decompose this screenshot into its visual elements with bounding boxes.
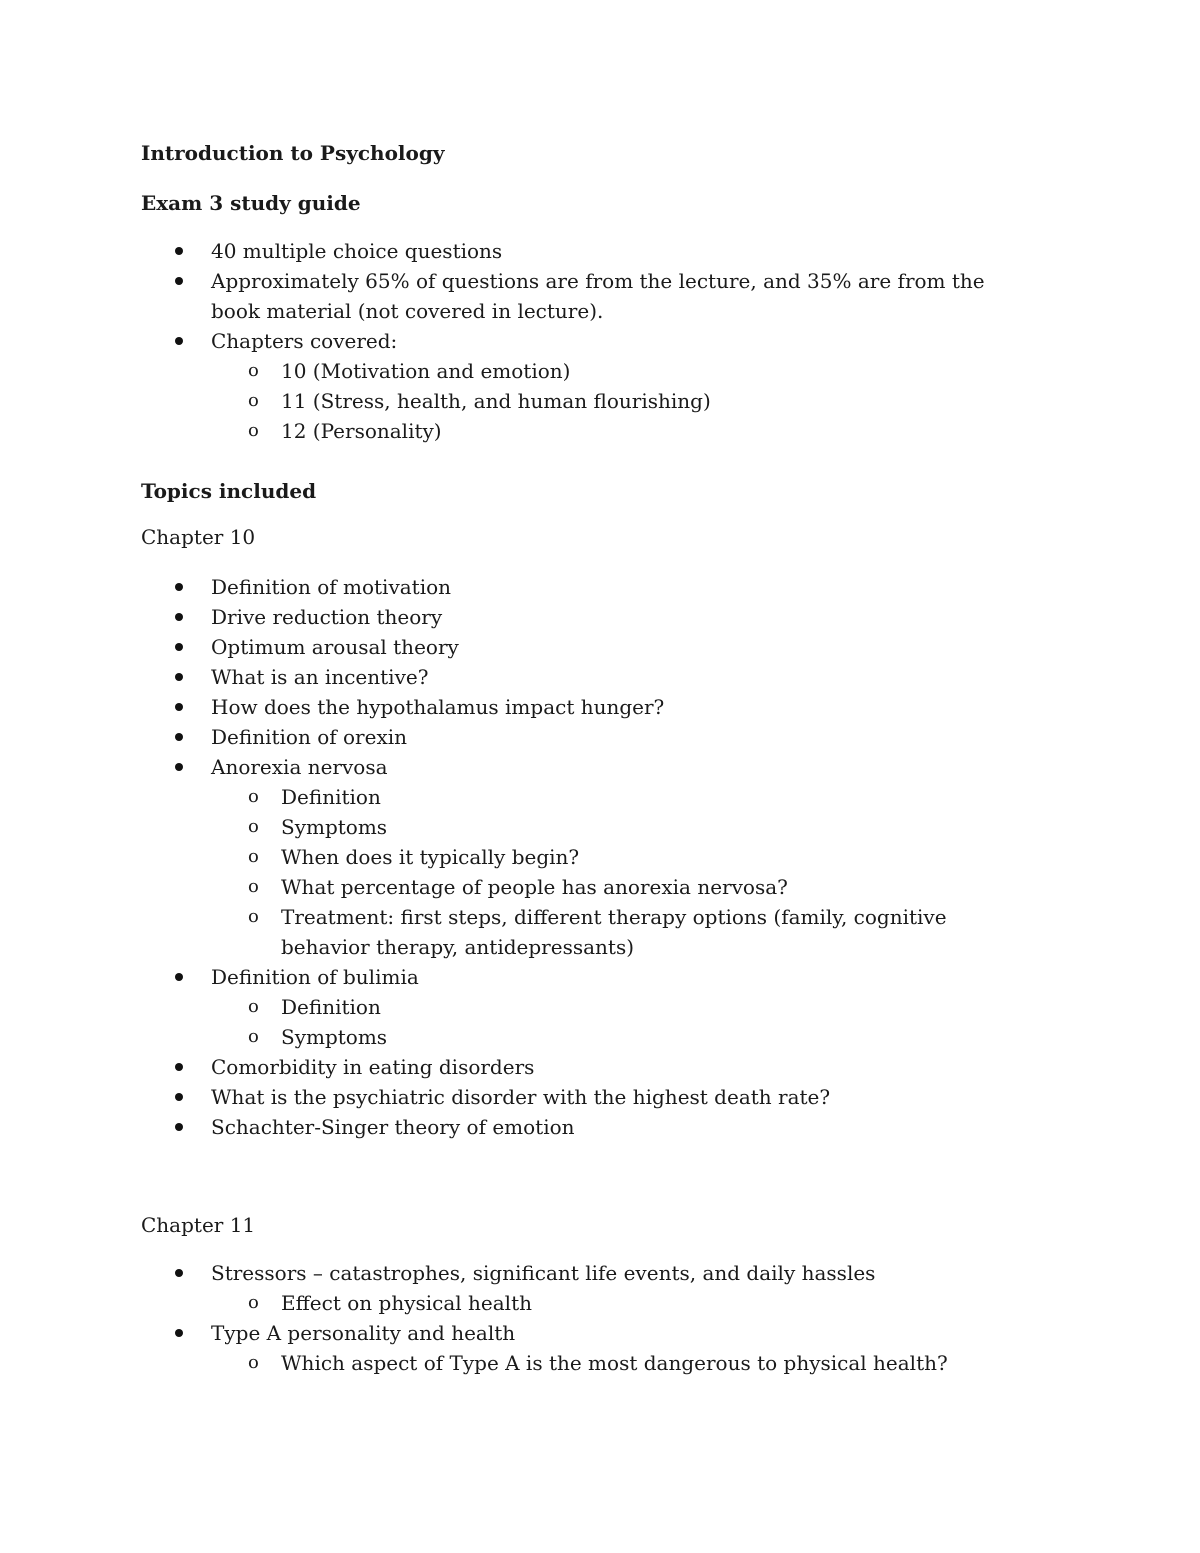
- sub-list-item: o Symptoms: [141, 812, 1021, 842]
- sub-list-item: o 10 (Motivation and emotion): [141, 356, 1021, 386]
- list-item: How does the hypothalamus impact hunger?: [141, 692, 1021, 722]
- list-item: Comorbidity in eating disorders: [141, 1052, 1021, 1082]
- list-item: Definition of orexin: [141, 722, 1021, 752]
- topics-heading: Topics included: [141, 479, 317, 503]
- list-item: Definition of motivation: [141, 572, 1021, 602]
- sub-list-item: o Definition: [141, 782, 1021, 812]
- chapter-11-list: [141, 1258, 1021, 1378]
- list-item: What is an incentive?: [141, 662, 1021, 692]
- chapter-10-list: [141, 572, 1021, 1142]
- circle-bullet-icon: o: [248, 996, 259, 1017]
- circle-bullet-icon: o: [248, 390, 259, 411]
- document-subtitle: Exam 3 study guide: [141, 191, 361, 215]
- list-item: Definition of bulimia: [141, 962, 1021, 992]
- sub-list-item: o 12 (Personality): [141, 416, 1021, 446]
- document-page: [141, 138, 1021, 1378]
- document-title: Introduction to Psychology: [141, 141, 445, 165]
- sub-list-item: o Which aspect of Type A is the most dangerous to physical health?: [141, 1348, 1021, 1378]
- chapter-10-label: Chapter 10: [141, 525, 256, 549]
- circle-bullet-icon: o: [248, 360, 259, 381]
- circle-bullet-icon: o: [248, 876, 259, 897]
- circle-bullet-icon: o: [248, 846, 259, 867]
- list-item: Anorexia nervosa: [141, 752, 1021, 782]
- sub-list-item: o What percentage of people has anorexia nervosa?: [141, 872, 1021, 902]
- list-item: Type A personality and health: [141, 1318, 1021, 1348]
- list-item: Chapters covered:: [141, 326, 1021, 356]
- list-item: Drive reduction theory: [141, 602, 1021, 632]
- sub-list-item: o 11 (Stress, health, and human flourishing): [141, 386, 1021, 416]
- circle-bullet-icon: o: [248, 816, 259, 837]
- circle-bullet-icon: o: [248, 1026, 259, 1047]
- list-item: 40 multiple choice questions: [141, 236, 1021, 266]
- sub-list-item: o Definition: [141, 992, 1021, 1022]
- circle-bullet-icon: o: [248, 786, 259, 807]
- list-item: Schachter-Singer theory of emotion: [141, 1112, 1021, 1142]
- sub-list-item: o Treatment: first steps, different therapy options (family, cognitive behavior therapy, antidepressants): [141, 902, 1021, 962]
- list-item: Stressors – catastrophes, significant life events, and daily hassles: [141, 1258, 1021, 1288]
- sub-list-item: o When does it typically begin?: [141, 842, 1021, 872]
- sub-list-item: o Symptoms: [141, 1022, 1021, 1052]
- circle-bullet-icon: o: [248, 1352, 259, 1373]
- circle-bullet-icon: o: [248, 1292, 259, 1313]
- sub-list-item: o Effect on physical health: [141, 1288, 1021, 1318]
- circle-bullet-icon: o: [248, 906, 259, 927]
- list-item: Optimum arousal theory: [141, 632, 1021, 662]
- overview-list: [141, 236, 1021, 446]
- circle-bullet-icon: o: [248, 420, 259, 441]
- chapter-11-label: Chapter 11: [141, 1213, 256, 1237]
- list-item: What is the psychiatric disorder with the highest death rate?: [141, 1082, 1021, 1112]
- list-item: Approximately 65% of questions are from the lecture, and 35% are from the book material (not covered in lecture).: [141, 266, 1021, 326]
